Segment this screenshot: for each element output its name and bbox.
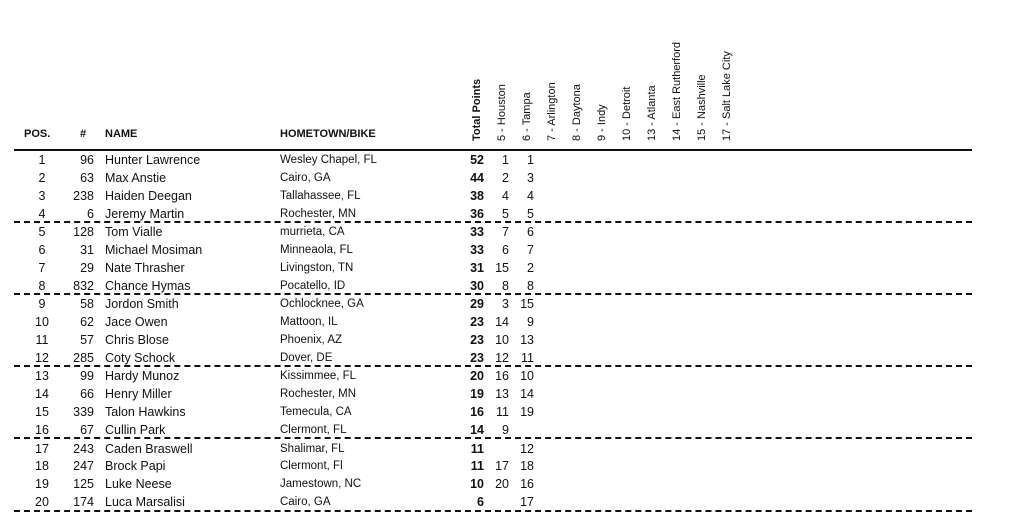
row-total: 23 <box>470 333 484 347</box>
row-number: 63 <box>80 171 94 185</box>
row-number: 125 <box>73 477 94 491</box>
row-number: 66 <box>80 387 94 401</box>
header-round: 10 - Detroit <box>621 86 633 141</box>
row-name: Hunter Lawrence <box>105 153 201 167</box>
row-name: Brock Papi <box>105 459 166 473</box>
row-number: 238 <box>73 189 94 203</box>
row-round-tampa: 9 <box>527 315 534 329</box>
row-pos: 7 <box>38 261 46 275</box>
row-round-houston: 11 <box>496 405 509 419</box>
row-round-houston: 20 <box>495 477 509 491</box>
row-pos: 4 <box>38 207 46 221</box>
row-round-houston: 5 <box>502 207 509 221</box>
row-name: Coty Schock <box>105 351 176 365</box>
row-round-tampa: 11 <box>521 351 534 365</box>
row-pos: 1 <box>38 153 46 167</box>
group-divider <box>14 437 972 439</box>
table-row <box>0 367 1014 385</box>
group-divider <box>14 510 972 512</box>
row-total: 19 <box>470 387 484 401</box>
row-hometown: Ochlocknee, GA <box>280 298 364 310</box>
row-pos: 13 <box>35 369 49 383</box>
row-round-houston: 3 <box>502 297 509 311</box>
row-hometown: Dover, DE <box>280 352 333 364</box>
row-number: 67 <box>80 423 94 437</box>
header-round: 6 - Tampa <box>521 92 533 141</box>
row-round-tampa: 15 <box>520 297 534 311</box>
row-name: Chris Blose <box>105 333 169 347</box>
row-number: 247 <box>73 459 94 473</box>
row-pos: 20 <box>35 495 49 509</box>
row-hometown: Phoenix, AZ <box>280 334 343 346</box>
row-round-houston: 2 <box>502 171 509 185</box>
row-total: 11 <box>470 459 484 473</box>
row-hometown: Pocatello, ID <box>280 280 346 292</box>
row-number: 832 <box>73 279 94 293</box>
row-round-houston: 8 <box>502 279 509 293</box>
row-name: Nate Thrasher <box>105 261 185 275</box>
row-pos: 19 <box>35 477 49 491</box>
row-total: 36 <box>470 207 484 221</box>
row-round-tampa: 6 <box>527 225 534 239</box>
row-hometown: Temecula, CA <box>280 406 352 418</box>
table-row <box>0 313 1014 331</box>
row-total: 10 <box>470 477 484 491</box>
row-number: 243 <box>73 442 94 456</box>
row-pos: 9 <box>38 297 46 311</box>
table-row <box>0 385 1014 403</box>
row-hometown: Jamestown, NC <box>280 478 362 490</box>
row-round-tampa: 1 <box>527 153 534 167</box>
table-row <box>0 457 1014 475</box>
row-number: 6 <box>87 207 94 221</box>
row-round-tampa: 12 <box>520 442 534 456</box>
row-hometown: Wesley Chapel, FL <box>280 154 377 166</box>
row-name: Henry Miller <box>105 387 172 401</box>
table-row <box>0 169 1014 187</box>
header-number: # <box>80 128 87 140</box>
row-hometown: Cairo, GA <box>280 172 331 184</box>
row-total: 44 <box>470 171 484 185</box>
row-name: Michael Mosiman <box>105 243 203 257</box>
row-number: 58 <box>80 297 94 311</box>
table-row <box>0 223 1014 241</box>
row-name: Tom Vialle <box>105 225 163 239</box>
row-round-tampa: 18 <box>520 459 534 473</box>
header-round: 5 - Houston <box>496 84 508 141</box>
table-row <box>0 259 1014 277</box>
header-name: NAME <box>105 128 138 140</box>
row-pos: 11 <box>35 333 49 347</box>
row-round-tampa: 5 <box>527 207 534 221</box>
header-total-points: Total Points <box>471 78 483 141</box>
row-round-tampa: 14 <box>520 387 534 401</box>
row-total: 38 <box>470 189 484 203</box>
row-round-houston: 10 <box>495 333 509 347</box>
row-round-houston: 6 <box>502 243 509 257</box>
row-number: 96 <box>80 153 94 167</box>
row-number: 128 <box>73 225 94 239</box>
row-total: 23 <box>470 315 484 329</box>
table-row <box>0 295 1014 313</box>
row-round-houston: 16 <box>495 369 509 383</box>
row-round-houston: 14 <box>495 315 509 329</box>
row-total: 30 <box>470 279 484 293</box>
row-total: 6 <box>477 495 484 509</box>
row-name: Caden Braswell <box>105 442 193 456</box>
table-row <box>0 331 1014 349</box>
row-round-tampa: 4 <box>527 189 534 203</box>
row-round-houston: 1 <box>502 153 509 167</box>
row-hometown: Minneaola, FL <box>280 244 353 256</box>
row-hometown: Livingston, TN <box>280 262 354 274</box>
row-number: 29 <box>80 261 94 275</box>
header-hometown: HOMETOWN/BIKE <box>280 128 376 140</box>
row-name: Haiden Deegan <box>105 189 192 203</box>
row-pos: 5 <box>38 225 46 239</box>
header-round: 8 - Daytona <box>571 84 583 141</box>
row-name: Max Anstie <box>105 171 167 185</box>
row-name: Jace Owen <box>105 315 168 329</box>
row-round-tampa: 7 <box>527 243 534 257</box>
row-round-houston: 7 <box>502 225 509 239</box>
row-total: 23 <box>470 351 484 365</box>
row-name: Talon Hawkins <box>105 405 186 419</box>
header-pos: POS. <box>24 128 51 140</box>
row-hometown: Tallahassee, FL <box>280 190 361 202</box>
row-pos: 14 <box>35 387 49 401</box>
row-total: 33 <box>470 243 484 257</box>
header-round: 14 - East Rutherford <box>671 41 683 141</box>
row-name: Chance Hymas <box>105 279 191 293</box>
row-pos: 12 <box>35 351 49 365</box>
row-round-tampa: 8 <box>527 279 534 293</box>
row-round-tampa: 13 <box>520 333 534 347</box>
row-total: 52 <box>470 153 484 167</box>
row-total: 11 <box>470 442 484 456</box>
row-hometown: Cairo, GA <box>280 496 331 508</box>
row-pos: 8 <box>38 279 46 293</box>
row-name: Luke Neese <box>105 477 172 491</box>
row-round-houston: 15 <box>495 261 509 275</box>
row-hometown: Kissimmee, FL <box>280 370 357 382</box>
row-round-tampa: 10 <box>520 369 534 383</box>
row-round-houston: 17 <box>495 459 509 473</box>
row-round-houston: 9 <box>502 423 509 437</box>
row-hometown: Rochester, MN <box>280 208 357 220</box>
row-name: Luca Marsalisi <box>105 495 185 509</box>
table-row <box>0 403 1014 421</box>
table-row <box>0 440 1014 458</box>
header-round: 9 - Indy <box>596 104 608 141</box>
row-total: 16 <box>470 405 484 419</box>
row-name: Jordon Smith <box>105 297 179 311</box>
header-round: 17 - Salt Lake City <box>721 51 733 141</box>
row-pos: 15 <box>35 405 49 419</box>
header-round: 13 - Atlanta <box>646 85 658 141</box>
row-pos: 16 <box>35 423 49 437</box>
row-round-houston: 12 <box>495 351 509 365</box>
table-row <box>0 241 1014 259</box>
row-hometown: Mattoon, IL <box>280 316 338 328</box>
row-number: 31 <box>80 243 94 257</box>
row-round-tampa: 17 <box>520 495 534 509</box>
header-round: 7 - Arlington <box>546 82 558 141</box>
row-hometown: Rochester, MN <box>280 388 357 400</box>
row-name: Jeremy Martin <box>105 207 185 221</box>
table-row <box>0 475 1014 493</box>
row-total: 33 <box>470 225 484 239</box>
row-hometown: Clermont, FL <box>280 424 347 436</box>
table-row <box>0 493 1014 511</box>
row-name: Hardy Munoz <box>105 369 180 383</box>
row-round-tampa: 2 <box>527 261 534 275</box>
row-pos: 18 <box>35 459 49 473</box>
table-row <box>0 151 1014 169</box>
row-total: 20 <box>470 369 484 383</box>
row-number: 285 <box>73 351 94 365</box>
row-pos: 10 <box>35 315 49 329</box>
row-pos: 6 <box>38 243 46 257</box>
row-number: 339 <box>73 405 94 419</box>
row-hometown: murrieta, CA <box>280 226 345 238</box>
row-total: 14 <box>470 423 484 437</box>
row-hometown: Shalimar, FL <box>280 443 345 455</box>
row-name: Cullin Park <box>105 423 166 437</box>
row-round-tampa: 19 <box>520 405 534 419</box>
row-pos: 17 <box>35 442 49 456</box>
row-hometown: Clermont, Fl <box>280 460 343 472</box>
row-round-tampa: 3 <box>527 171 534 185</box>
row-round-houston: 13 <box>495 387 509 401</box>
row-number: 174 <box>73 495 94 509</box>
row-total: 31 <box>470 261 484 275</box>
row-pos: 2 <box>38 171 46 185</box>
row-round-houston: 4 <box>502 189 509 203</box>
row-number: 62 <box>80 315 94 329</box>
row-number: 99 <box>80 369 94 383</box>
row-total: 29 <box>470 297 484 311</box>
header-round: 15 - Nashville <box>696 74 708 141</box>
row-number: 57 <box>80 333 94 347</box>
table-row <box>0 187 1014 205</box>
row-round-tampa: 16 <box>520 477 534 491</box>
row-pos: 3 <box>38 189 46 203</box>
